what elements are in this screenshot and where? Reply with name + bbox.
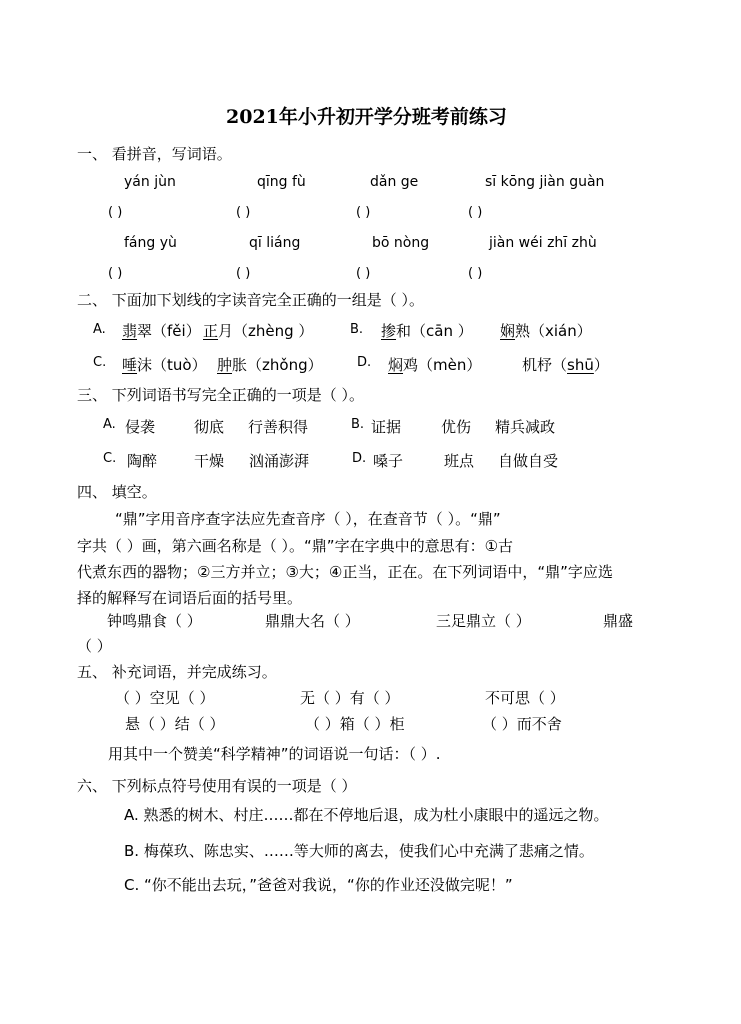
section-6-heading: 六、 下列标点符号使用有误的一项是（ ） <box>77 777 357 795</box>
s3-option-a-word-2: 彻底 <box>194 418 225 436</box>
s5-row2-item-3: （ ）而不舍 <box>482 715 562 733</box>
option-a-word-2: 正月（zhèng ） <box>203 322 314 340</box>
s6-option-c: C. “你不能出去玩，”爸爸对我说，“你的作业还没做完呢！” <box>124 876 513 894</box>
option-c-word-2: 肿胀（zhǒng） <box>217 356 323 374</box>
option-a-label: A. <box>93 322 106 337</box>
option-c-word-1: 唾沫（tuò） <box>122 356 207 374</box>
pinyin-2: qīng fù <box>257 174 306 190</box>
pinyin-5: fáng yù <box>124 235 177 251</box>
s4-paragraph-line-3: 代煮东西的器物；②三方并立；③大；④正当，正在。在下列词语中，“鼎”字应选 <box>77 563 613 581</box>
answer-bracket-6: ( ) <box>236 266 251 281</box>
s3-option-c-word-1: 陶醉 <box>127 452 158 470</box>
s4-item-4: 鼎盛 <box>603 612 634 630</box>
section-1-heading: 一、 看拼音，写词语。 <box>77 145 232 163</box>
answer-bracket-8: ( ) <box>468 266 483 281</box>
s4-item-2: 鼎鼎大名（ ） <box>265 612 360 630</box>
option-d-word-2: 机杼（shū） <box>522 356 609 374</box>
s3-option-a-label: A. <box>103 417 116 432</box>
s4-paragraph-line-1: “鼎”字用音序查字法应先查音序（ ），在查音节（ ）。“鼎” <box>115 510 501 528</box>
s3-option-a-word-3: 行善积得 <box>248 418 309 436</box>
s3-option-d-word-2: 班点 <box>444 452 475 470</box>
section-4-heading: 四、 填空。 <box>77 483 157 501</box>
s3-option-d-label: D. <box>352 451 367 466</box>
answer-bracket-1: ( ) <box>108 205 123 220</box>
section-5-heading: 五、 补充词语，并完成练习。 <box>77 663 277 681</box>
s4-item-3: 三足鼎立（ ） <box>436 612 531 630</box>
section-3-heading: 三、 下列词语书写完全正确的一项是（ ）。 <box>77 386 365 404</box>
answer-bracket-7: ( ) <box>356 266 371 281</box>
s6-option-b: B. 梅葆玖、陈忠实、……等大师的离去，使我们心中充满了悲痛之情。 <box>124 842 594 860</box>
s3-option-b-label: B. <box>351 417 365 432</box>
option-d-word-1: 焖鸡（mèn） <box>388 356 482 374</box>
pinyin-3: dǎn ge <box>370 174 419 190</box>
page-title: 2021年小升初开学分班考前练习 <box>226 106 507 128</box>
s4-paragraph-line-4: 择的解释写在词语后面的括号里。 <box>77 589 303 607</box>
s6-option-a: A. 熟悉的树木、村庄……都在不停地后退，成为杜小康眼中的遥远之物。 <box>124 806 609 824</box>
s3-option-a-word-1: 侵袭 <box>125 418 156 436</box>
section-2-heading: 二、 下面加下划线的字读音完全正确的一组是（ ）。 <box>77 291 425 309</box>
pinyin-7: bō nòng <box>372 235 430 251</box>
pinyin-4: sī kōng jiàn guàn <box>485 174 605 190</box>
answer-bracket-4: ( ) <box>468 205 483 220</box>
option-b-word-1: 掺和（cān ） <box>381 322 473 340</box>
pinyin-1: yán jùn <box>124 174 176 190</box>
s3-option-b-word-3: 精兵减政 <box>495 418 556 436</box>
s5-sentence-prompt: 用其中一个赞美“科学精神”的词语说一句话：（ ）. <box>108 745 441 763</box>
option-b-label: B. <box>350 322 364 337</box>
s5-row2-item-1: 悬（ ）结（ ） <box>125 715 225 733</box>
s3-option-d-word-1: 嗓子 <box>373 452 404 470</box>
pinyin-6: qī liáng <box>249 235 301 251</box>
option-d-label: D. <box>357 355 372 370</box>
s5-row1-item-1: （ ）空见（ ） <box>115 689 215 707</box>
answer-bracket-5: ( ) <box>108 266 123 281</box>
s4-paragraph-line-2: 字共（ ）画，第六画名称是（ ）。“鼎”字在字典中的意思有：①古 <box>77 537 514 555</box>
answer-bracket-3: ( ) <box>356 205 371 220</box>
s3-option-c-label: C. <box>103 451 117 466</box>
s5-row1-item-3: 不可思（ ） <box>485 689 565 707</box>
pinyin-8: jiàn wéi zhī zhù <box>489 235 597 251</box>
option-c-label: C. <box>93 355 107 370</box>
s5-row2-item-2: （ ）箱（ ）柜 <box>305 715 405 733</box>
option-a-word-1: 翡翠（fěi） <box>122 322 201 340</box>
s5-row1-item-2: 无（ ）有（ ） <box>300 689 400 707</box>
s3-option-b-word-2: 优伤 <box>441 418 472 436</box>
s4-item-4-bracket: （ ） <box>77 637 112 655</box>
s3-option-d-word-3: 自做自受 <box>498 452 559 470</box>
option-b-word-2: 娴熟（xián） <box>500 322 592 340</box>
answer-bracket-2: ( ) <box>236 205 251 220</box>
s3-option-c-word-3: 汹涌澎湃 <box>249 452 310 470</box>
s3-option-c-word-2: 干燥 <box>194 452 225 470</box>
s4-item-1: 钟鸣鼎食（ ） <box>107 612 202 630</box>
s3-option-b-word-1: 证据 <box>371 418 402 436</box>
